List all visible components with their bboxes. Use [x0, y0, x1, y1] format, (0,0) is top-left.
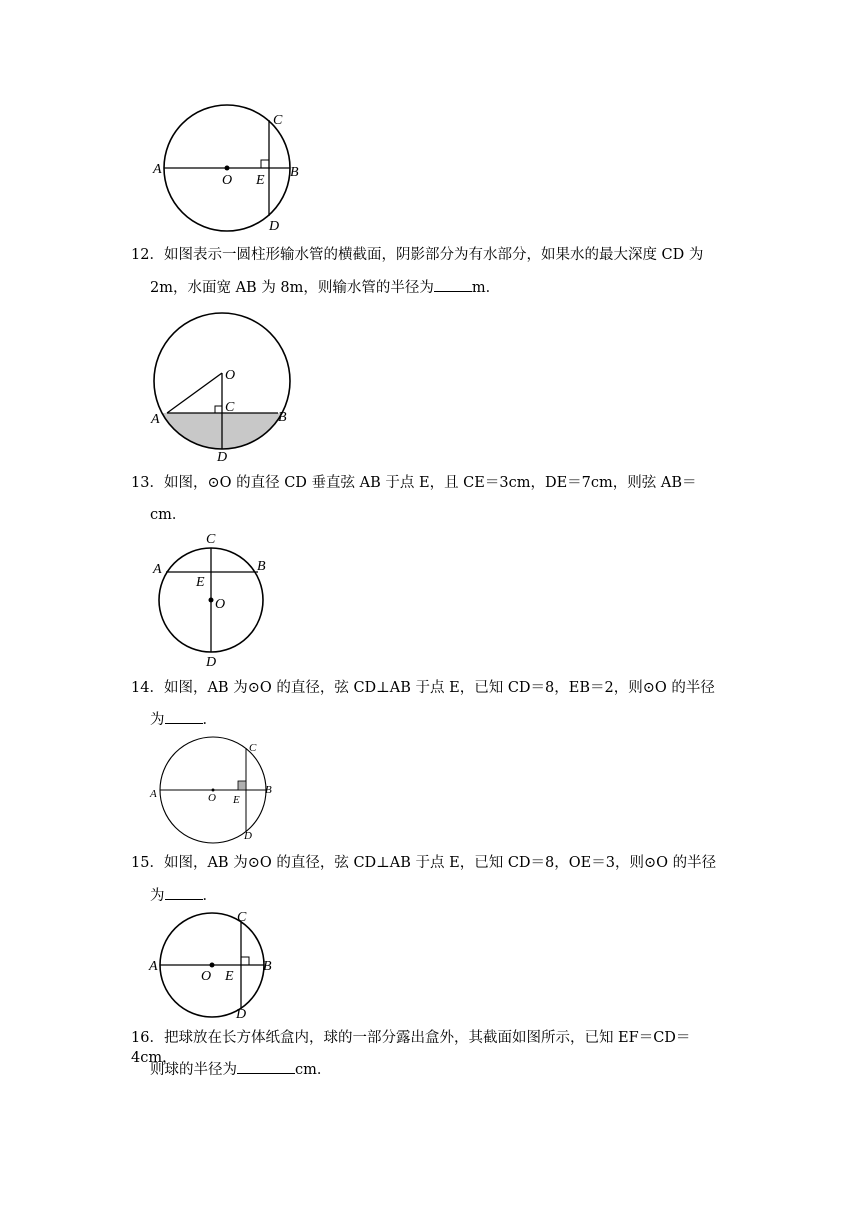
problem-15 — [131, 853, 736, 873]
figure-problem-13 — [145, 530, 280, 670]
problem-12 — [131, 245, 736, 265]
label-o: O — [215, 597, 226, 612]
label-d: D — [217, 450, 228, 465]
problem-text: 如图表示一圆柱形输水管的横截面，阴影部分为有水部分，如果水的最大深度 CD 为 — [163, 247, 704, 263]
label-a: A — [151, 412, 160, 427]
figure-problem-12 — [145, 305, 305, 465]
problem-16-line2 — [150, 1058, 331, 1079]
problem-text-cont: 则球的半径为 — [150, 1062, 237, 1078]
answer-blank[interactable] — [434, 277, 472, 292]
problem-text: 如图，AB 为⊙O 的直径，弦 CD⊥AB 于点 E，已知 CD＝8，EB＝2，则⊙O 的半径 — [163, 680, 715, 696]
right-angle-mark — [215, 406, 222, 413]
label-a: A — [153, 162, 162, 177]
label-d: D — [206, 655, 217, 670]
label-o: O — [222, 173, 233, 188]
label-e: E — [256, 173, 265, 188]
problem-13-line2 — [150, 503, 186, 524]
problem-number: 12． — [131, 247, 164, 263]
problem-unit: cm． — [295, 1062, 332, 1078]
center-point — [209, 598, 214, 603]
problem-text-cont: 2m，水面宽 AB 为 8m，则输水管的半径为 — [150, 280, 434, 296]
label-d: D — [236, 1007, 247, 1020]
label-e: E — [196, 575, 205, 590]
radius-oa — [167, 373, 222, 413]
label-b: B — [265, 784, 272, 796]
problem-15-line2 — [150, 884, 217, 905]
problem-text-cont: 为 — [150, 712, 165, 728]
label-b: B — [263, 959, 272, 974]
center-point — [225, 166, 230, 171]
label-a: A — [150, 788, 157, 800]
label-a: A — [149, 959, 158, 974]
problem-unit: cm． — [150, 507, 187, 523]
answer-blank[interactable] — [165, 709, 203, 724]
label-o: O — [208, 792, 216, 804]
figure-problem-14 — [145, 735, 280, 845]
label-d: D — [244, 830, 252, 842]
answer-blank[interactable] — [165, 885, 203, 900]
problem-13 — [131, 473, 736, 493]
problem-period: ． — [202, 888, 217, 904]
label-a: A — [153, 562, 162, 577]
problem-number: 15． — [131, 855, 164, 871]
label-d: D — [269, 219, 280, 234]
problem-text: 如图，⊙O 的直径 CD 垂直弦 AB 于点 E，且 CE＝3cm，DE＝7cm，则弦 AB＝ — [163, 475, 697, 491]
label-b: B — [290, 165, 299, 180]
label-c: C — [206, 532, 216, 547]
problem-period: ． — [202, 712, 217, 728]
problem-number: 14． — [131, 680, 164, 696]
problem-text: 把球放在长方体纸盒内，球的一部分露出盒外，其截面如图所示，已知 EF＝CD＝4cm， — [131, 1030, 691, 1066]
label-c: C — [225, 400, 235, 415]
answer-blank[interactable] — [237, 1059, 295, 1074]
label-o: O — [201, 969, 212, 984]
label-o: O — [225, 368, 236, 383]
label-e: E — [225, 969, 234, 984]
figure-problem-11 — [145, 100, 315, 235]
problem-text-cont: 为 — [150, 888, 165, 904]
problem-text: 如图，AB 为⊙O 的直径，弦 CD⊥AB 于点 E，已知 CD＝8，OE＝3，则⊙O 的半径 — [163, 855, 717, 871]
right-angle-mark — [238, 781, 246, 790]
center-point — [210, 963, 215, 968]
right-angle-mark — [241, 957, 249, 965]
right-angle-mark — [261, 160, 269, 168]
label-c: C — [237, 910, 247, 925]
label-e: E — [233, 794, 240, 806]
problem-14 — [131, 678, 736, 698]
label-c: C — [249, 742, 257, 754]
problem-unit: m． — [471, 280, 501, 296]
figure-problem-15 — [145, 905, 285, 1020]
problem-number: 13． — [131, 475, 164, 491]
problem-14-line2 — [150, 708, 217, 729]
label-c: C — [273, 113, 283, 128]
problem-number: 16． — [131, 1030, 164, 1046]
problem-12-line2 — [150, 276, 500, 297]
label-b: B — [257, 559, 266, 574]
label-b: B — [278, 410, 287, 425]
